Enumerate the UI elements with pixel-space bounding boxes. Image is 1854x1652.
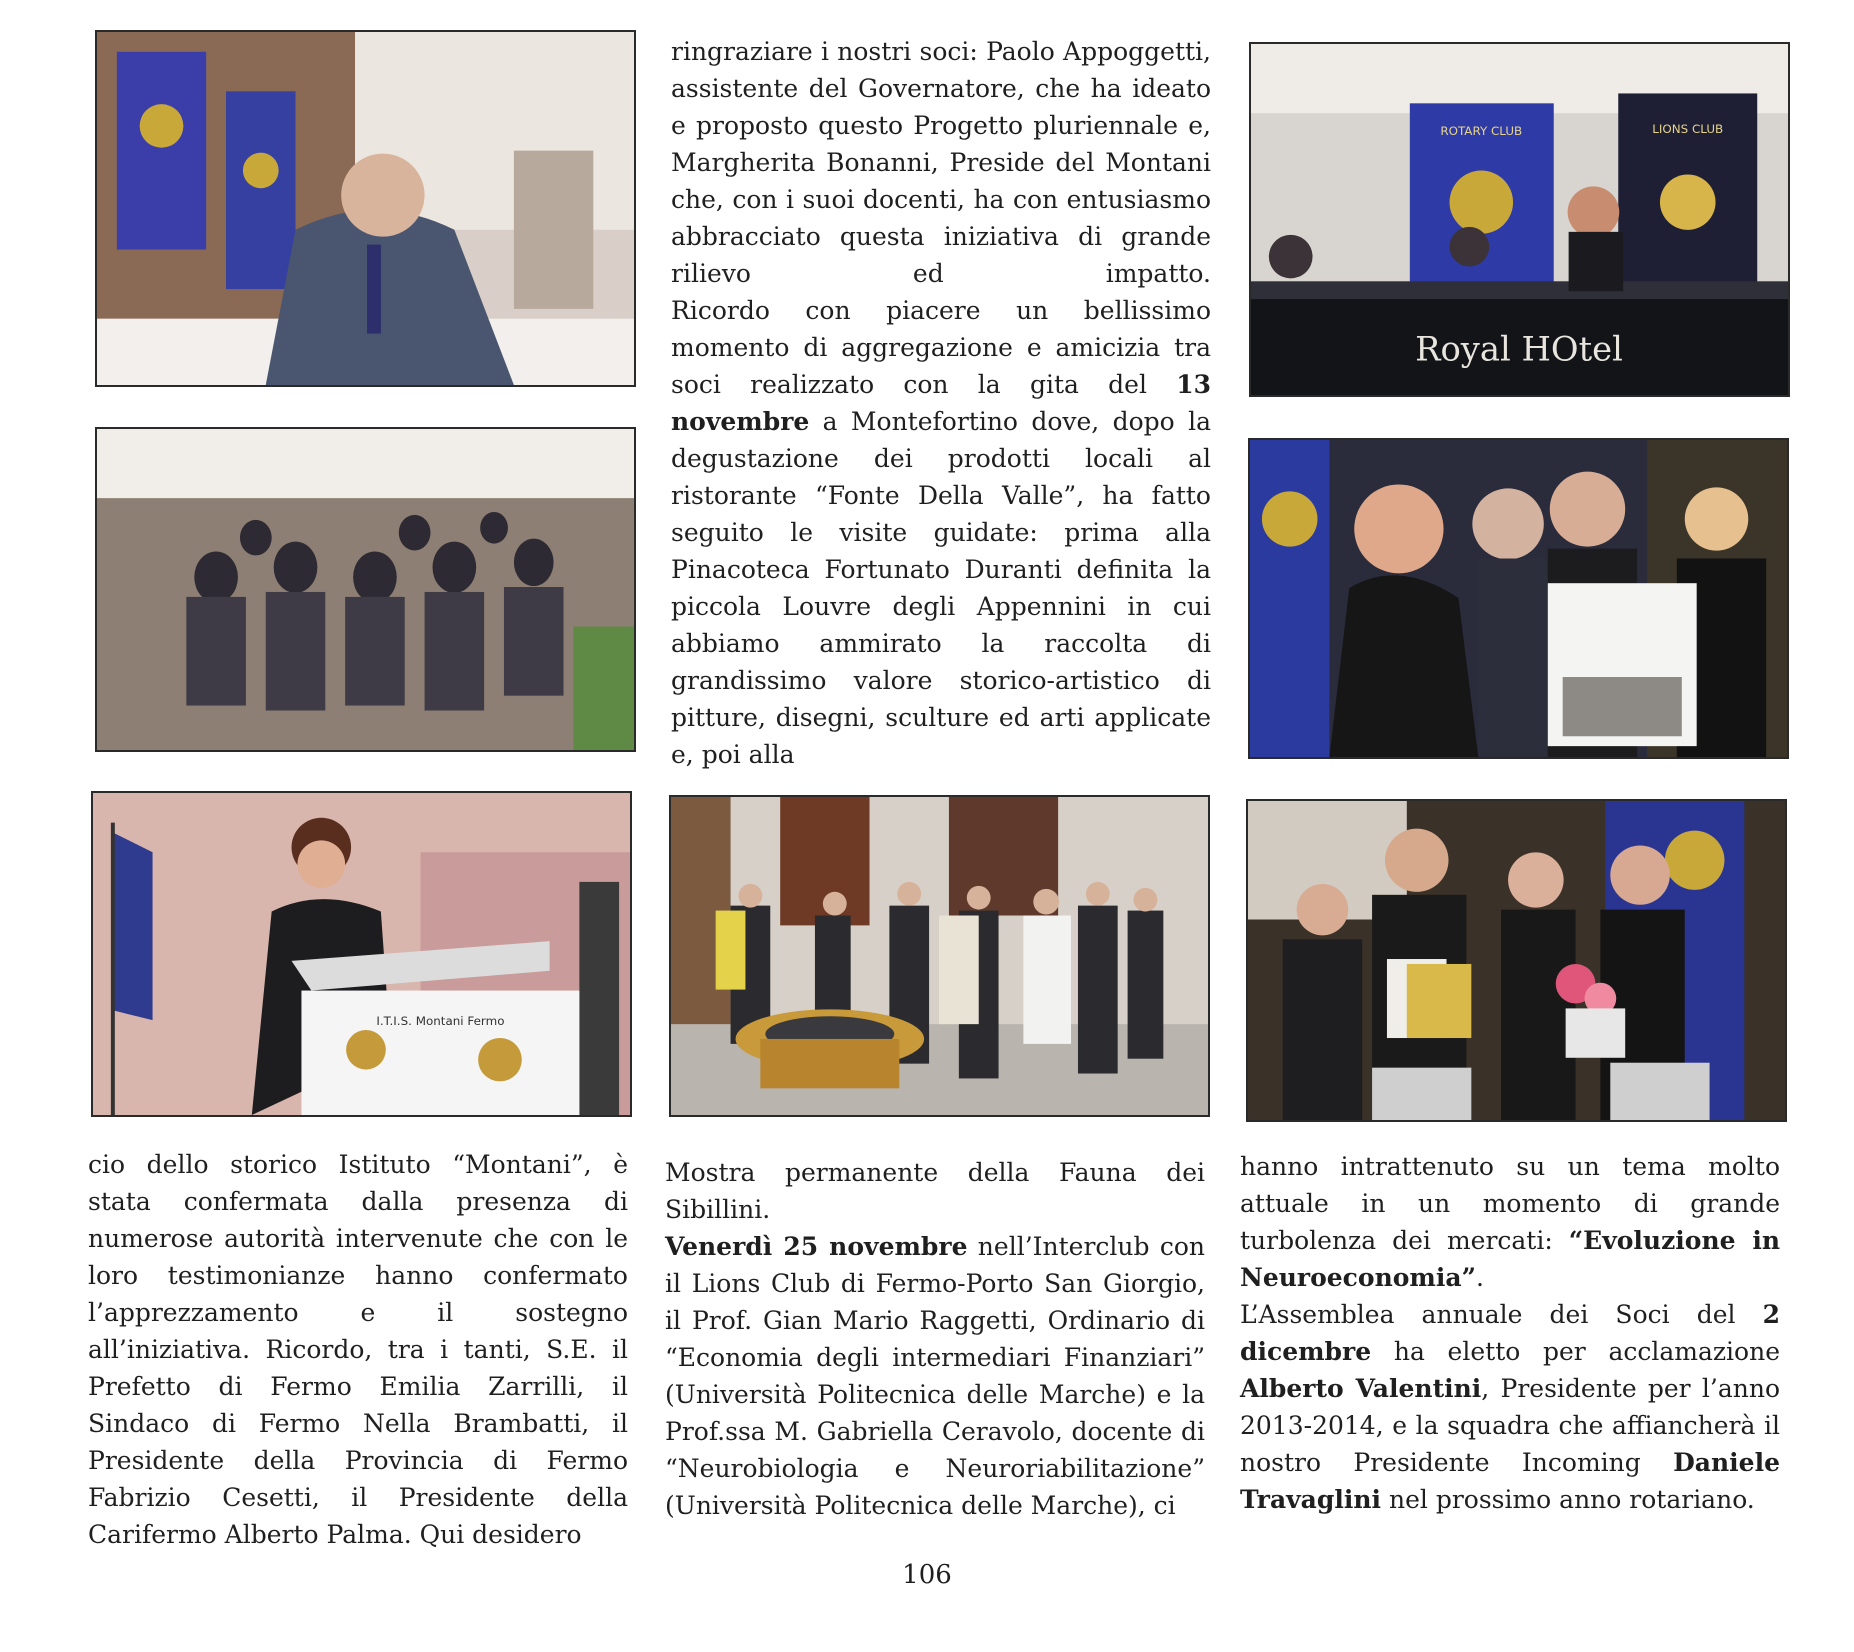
paragraph-interclub: nell’Interclub con il Lions Club di Fermo-Porto San Giorgio, il Prof. Gian Mario Raggetti, Ordinario di “Economia degli intermediari Finanziari” (Università Politecnica delle Marche) e la Prof.ssa M. Gabriella Ceravolo, docente di “Neurobiologia e Neuroriabilitazione” (Università Politecnica delle Marche), ci [665,1232,1205,1520]
date-25-novembre: Venerdì 25 novembre [665,1232,968,1261]
photo-woman-at-podium [91,791,632,1117]
paragraph-anno-rotariano: nel prossimo anno rotariano. [1381,1485,1755,1514]
text-column-top-middle [671,33,1211,773]
photo-award-presentation [1248,438,1789,759]
text-column-bottom-right [1240,1148,1780,1518]
paragraph-trip-cont: a Montefortino dove, dopo la degustazione dei prodotti locali al ristorante “Fonte Della Valle”, ha fatto seguito le visite guidate: prima alla Pinacoteca Fortunato Duranti definita la piccola Louvre degli Appennini in cui abbiamo ammirato la raccolta di grandissimo valore storico-artistico di pitture, disegni, sculture ed arti applicate e, poi alla [671,407,1211,769]
paragraph-authorities: cio dello storico Istituto “Montani”, è stata confermata dalla presenza di numerose autorità intervenute che con le loro testimonianze hanno confermato l’apprezzamento e il sostegno all’iniziativa. Ricordo, tra i tanti, S.E. il Prefetto di Fermo Emilia Zarrilli, il Sindaco di Fermo Nella Brambatti, il Presidente della Provincia di Fermo Fabrizio Cesetti, il Presidente della Carifermo Alberto Palma. Qui desidero [88,1150,628,1549]
banner-lions-label: LIONS CLUB [1652,122,1724,136]
text-column-bottom-middle [665,1154,1205,1524]
paragraph-trip: Ricordo con piacere un bellissimo momento di aggregazione e amicizia tra soci realizzato con la gita del [671,296,1211,399]
paragraph-thanks: ringraziare i nostri soci: Paolo Appoggetti, assistente del Governatore, che ha ideato e proposto questo Progetto pluriennale e, Margherita Bonanni, Preside del Montani che, con i suoi docenti, ha con entusiasmo abbracciato questa iniziativa di grande rilievo ed impatto. [671,37,1211,288]
royal-hotel-logo: Royal HOtel [1415,329,1623,369]
text-column-bottom-left [88,1146,628,1553]
name-alberto-valentini: Alberto Valentini [1240,1374,1482,1403]
podium-label: I.T.I.S. Montani Fermo [376,1014,505,1029]
punctuation-period: . [1475,1263,1484,1292]
photo-royal-hotel-panel [1249,42,1790,397]
date-2-dicembre: 2 dicembre [1240,1300,1780,1366]
photo-group-pinacoteca [669,795,1210,1117]
paragraph-assemblea: L’Assemblea annuale dei Soci del [1240,1300,1763,1329]
paragraph-mostra: Mostra permanente della Fauna dei Sibillini. [665,1158,1205,1224]
paragraph-tema: hanno intrattenuto su un tema molto attuale in un momento di grande turbolenza dei mercati: [1240,1152,1780,1255]
paragraph-presidente: , Presidente per l’anno 2013-2014, e la squadra che affiancherà il nostro Presidente Incoming [1240,1374,1780,1477]
paragraph-assemblea-cont: ha eletto per acclamazione [1371,1337,1780,1366]
photo-speaker-microphone [95,30,636,387]
photo-audience-hall [95,427,636,752]
name-daniele-travaglini: Daniele Travaglini [1240,1448,1780,1514]
title-neuroeconomia: “Evoluzione in Neuroeconomia” [1240,1226,1781,1292]
page-number: 106 [902,1560,952,1590]
banner-rotary-label: ROTARY CLUB [1440,123,1523,138]
photo-award-bouquet [1246,799,1787,1122]
date-13-novembre: 13 novembre [671,370,1211,436]
